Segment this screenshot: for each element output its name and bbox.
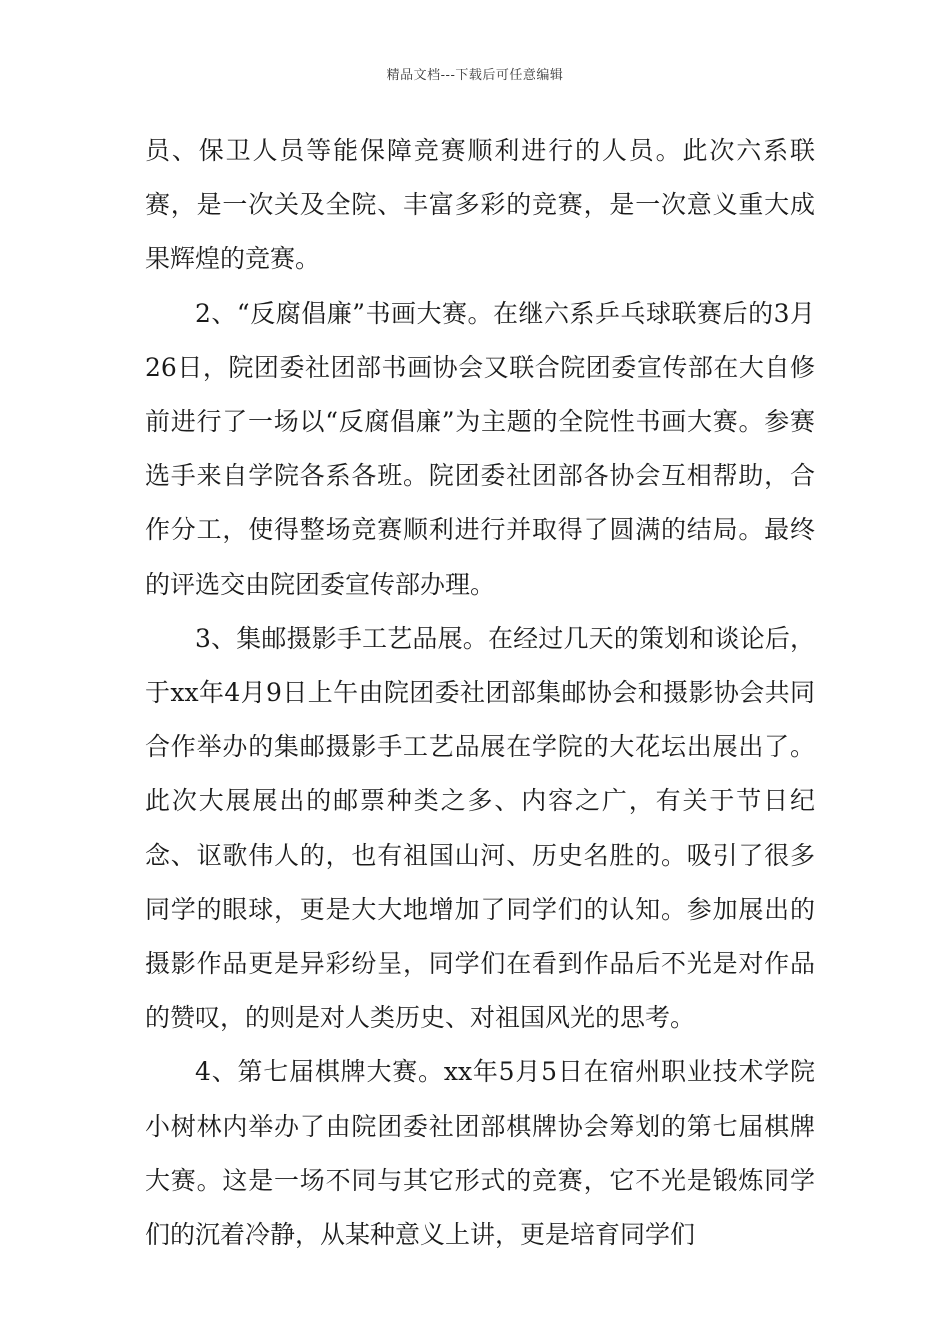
paragraph-chess-card-contest: 4、第七届棋牌大赛。xx年5月5日在宿州职业技术学院小树林内举办了由院团委社团部棋牌协会筹划的第七届棋牌大赛。这是一场不同与其它形式的竞赛，它不光是锻炼同学们的沉着冷静，从某种意义上讲，更是培育同学们 bbox=[145, 1057, 815, 1250]
page-header: 精品文档---下载后可任意编辑 bbox=[386, 68, 564, 83]
document-body bbox=[145, 124, 815, 1262]
paragraph-continuation: 员、保卫人员等能保障竞赛顺利进行的人员。此次六系联赛，是一次关及全院、丰富多彩的竞赛，是一次意义重大成果辉煌的竞赛。 bbox=[145, 136, 815, 274]
paragraph-calligraphy-contest: 2、“反腐倡廉”书画大赛。在继六系乒乓球联赛后的3月26日，院团委社团部书画协会又联合院团委宣传部在大自修前进行了一场以“反腐倡廉”为主题的全院性书画大赛。参赛选手来自学院各系各班。院团委社团部各协会互相帮助，合作分工，使得整场竞赛顺利进行并取得了圆满的结局。最终的评选交由院团委宣传部办理。 bbox=[145, 298, 815, 599]
paragraph-stamp-photo-exhibition: 3、集邮摄影手工艺品展。在经过几天的策划和谈论后，于xx年4月9日上午由院团委社团部集邮协会和摄影协会共同合作举办的集邮摄影手工艺品展在学院的大花坛出展出了。此次大展展出的邮票种类之多、内容之广，有关于节日纪念、讴歌伟人的，也有祖国山河、历史名胜的。吸引了很多同学的眼球，更是大大地增加了同学们的认知。参加展出的摄影作品更是异彩纷呈，同学们在看到作品后不光是对作品的赞叹，的则是对人类历史、对祖国风光的思考。 bbox=[145, 623, 815, 1033]
